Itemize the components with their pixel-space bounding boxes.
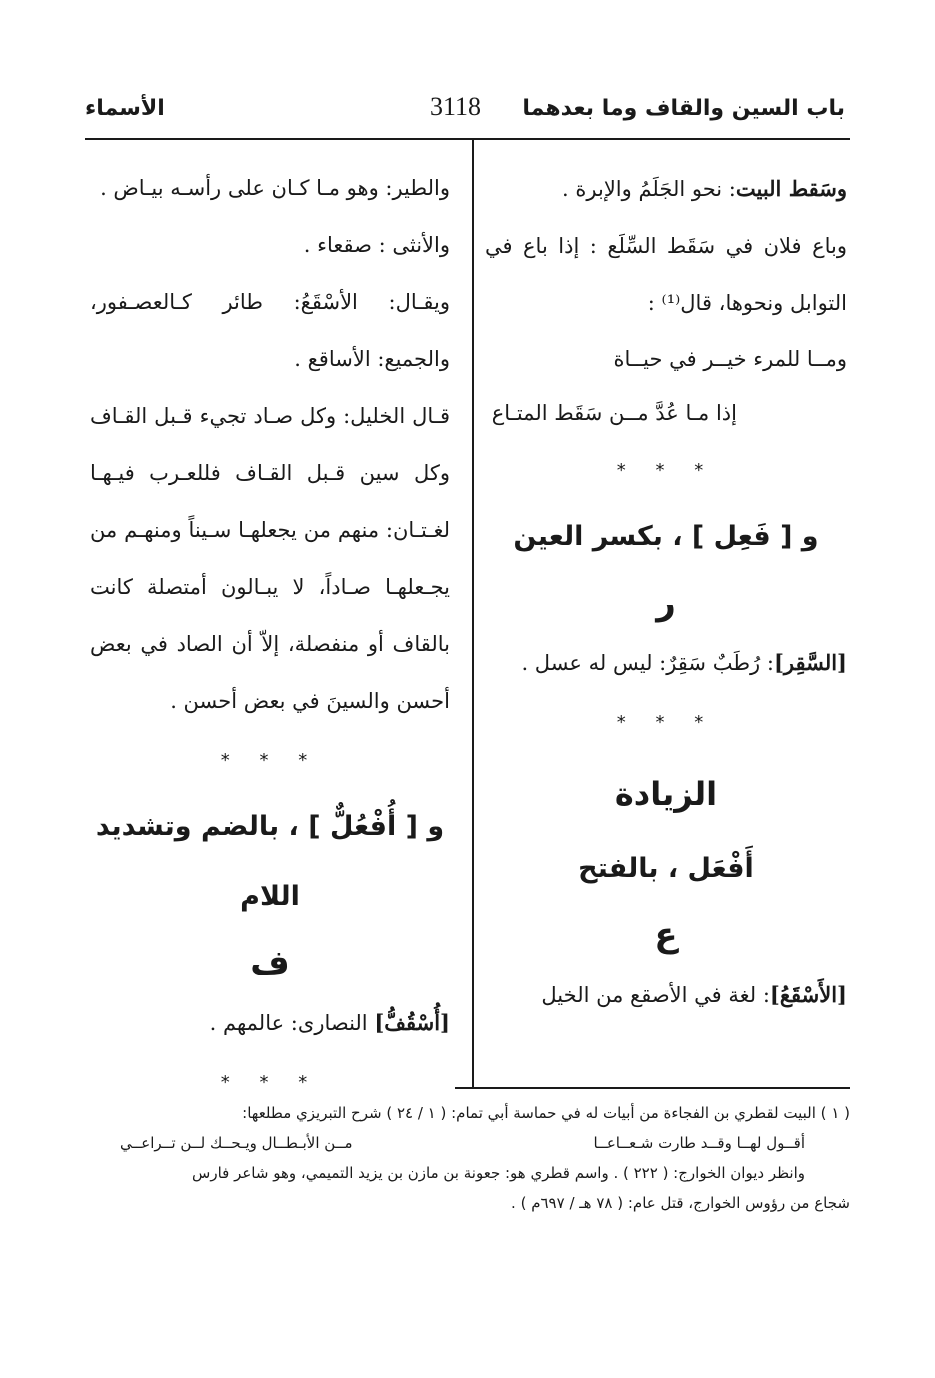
footnote-verse	[90, 1128, 850, 1158]
section-title: الأسماء	[85, 96, 165, 121]
entry-paragraph	[485, 966, 847, 1024]
headword: [الأَسْقَعُ]	[769, 982, 847, 1007]
definition: : نحو الجَلَمُ والإبرة .	[562, 177, 736, 201]
section-separator: * * *	[616, 712, 716, 733]
verse-line: ومــا للمرء خيــر في حيــاة	[613, 347, 847, 371]
pattern-heading: و [ أُفْعُلٌّ ] ، بالضم وتشديد اللام	[95, 811, 445, 912]
verse-hemistich: مــن الأبـطــال ويـحــك لــن تــراعــي	[120, 1134, 353, 1152]
footnote-line: ( ١ ) البيت لقطري بن الفجاءة من أبيات له في حماسة أبي تمام: ( ١ / ٢٤ ) شرح التبريزي مطلعها:	[242, 1104, 850, 1122]
entry-paragraph: قـال الخليل: وكل صـاد تجيء قـبل القـاف وكل سين قـبل القـاف فللعـرب فيـهـا لغـتـان: منهم من يجعلهـا سـيناً ومنهـم من يجـعلهـا صـاداً، لا يبـالون أمتصلة كانت بالقاف أو منفصلة، إلاّ أن الصاد في بعض أحسن والسينَ في بعض أحسن .	[90, 404, 450, 713]
entry-paragraph: ويقـال: الأسْقَعُ: طائر كـالعصـفور، والجميع: الأساقع .	[90, 290, 450, 371]
entry-paragraph: والأنثى : صقعاء .	[303, 233, 450, 257]
column-divider	[472, 140, 474, 1088]
main-heading: الزيادة	[614, 775, 718, 813]
definition: النصارى: عالمهم .	[209, 1011, 375, 1035]
footnote-rule	[455, 1087, 850, 1089]
page-header	[85, 92, 845, 132]
chapter-title: باب السين والقاف وما بعدهما	[522, 96, 845, 121]
footnote	[90, 1098, 850, 1218]
footnote-line: وانظر ديوان الخوارج: ( ٢٢٢ ) . واسم قطري هو: جعونة بن مازن بن يزيد التميمي، وهو شاعر فارس	[192, 1164, 805, 1182]
verse-line: إذا مـا عُدَّ مــن سَقَط المتـاع	[491, 401, 737, 425]
section-separator: * * *	[220, 1072, 320, 1093]
right-column	[485, 160, 847, 1024]
letter-heading: ر	[656, 583, 676, 623]
verse-hemistich: أقــول لهــا وقــد طارت شـعــاعــا	[593, 1134, 805, 1152]
section-separator: * * *	[220, 750, 320, 771]
definition: : لغة في الأصقع من الخيل	[541, 983, 770, 1007]
entry-paragraph	[90, 994, 450, 1052]
header-rule	[85, 138, 850, 140]
section-separator: * * *	[616, 460, 716, 481]
left-column	[90, 160, 450, 1114]
pattern-heading: أَفْعَل ، بالفتح	[578, 853, 754, 884]
page-number: 3118	[430, 92, 482, 121]
entry-paragraph	[485, 160, 847, 218]
entry-paragraph: وباع فلان في سَقَط السِّلَع : إذا باع في التوابل ونحوها، قال⁽¹⁾ :	[485, 234, 847, 315]
definition: : رُطَبٌ سَقِرٌ: ليس له عسل .	[521, 651, 774, 675]
entry-paragraph	[485, 634, 847, 692]
pattern-heading: و [ فَعِل ] ، بكسر العين	[513, 521, 819, 552]
letter-heading: ف	[250, 943, 290, 983]
headword: [أُسْقُفُّ]	[374, 1010, 450, 1035]
headword: وسَقط البيت	[735, 176, 847, 201]
letter-heading: ع	[654, 915, 678, 955]
headword: [السَّقِر]	[773, 650, 847, 675]
footnote-line: شجاع من رؤوس الخوارج، قتل عام: ( ٧٨ هـ / ٦٩٧م ) .	[511, 1194, 850, 1212]
entry-paragraph: والطير: وهو مـا كـان على رأسـه بيـاض .	[100, 176, 450, 200]
